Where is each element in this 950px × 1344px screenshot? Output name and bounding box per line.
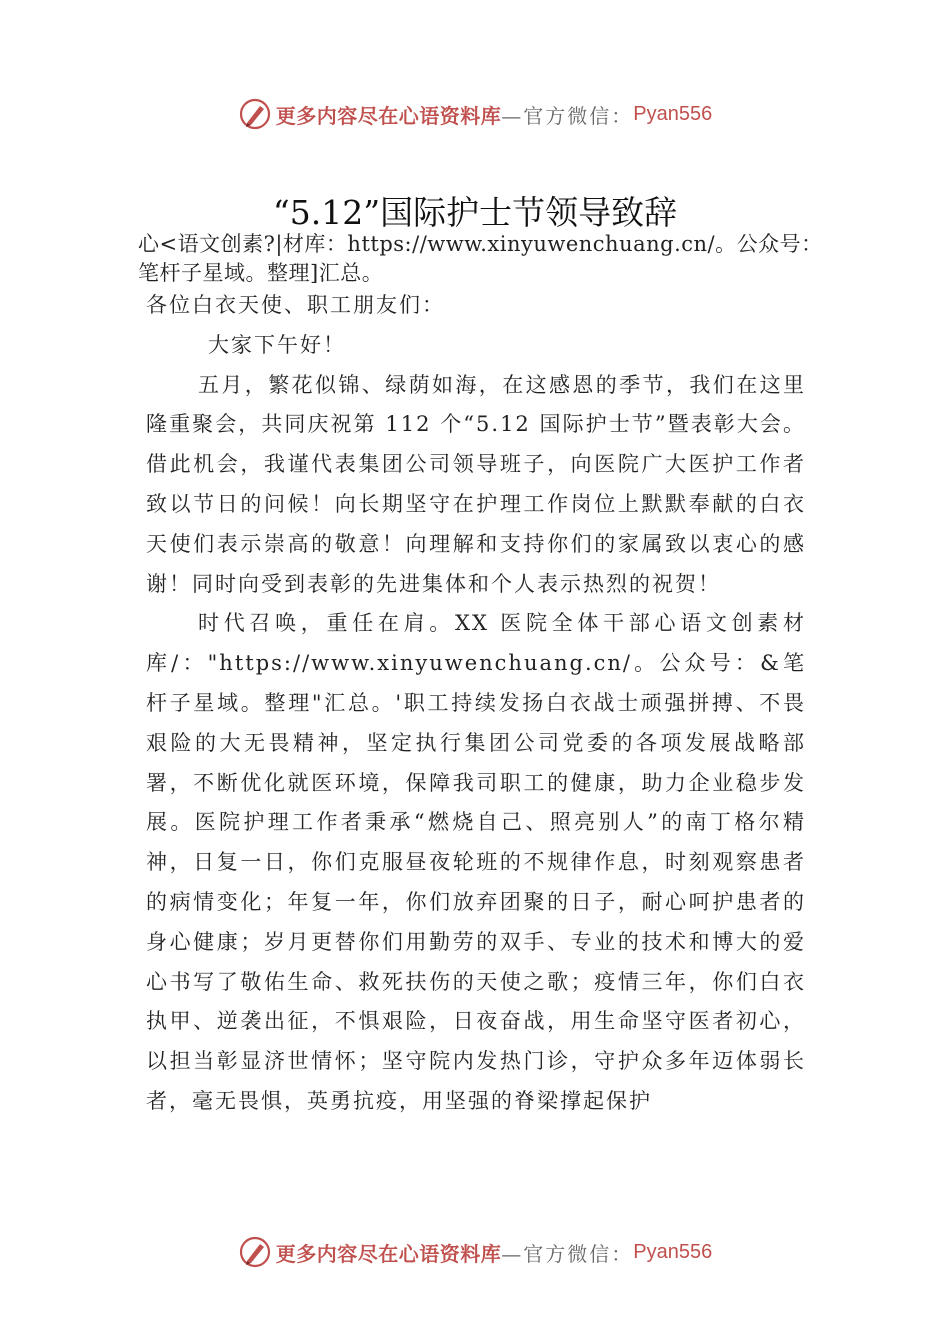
greeting: 各位白衣天使、职工朋友们： [146,293,445,317]
banner-wechat-label: —官方微信： [501,103,634,128]
hello-line: 大家下午好！ [208,332,346,357]
banner-site-text: 更多内容尽在心语资料库 [275,1241,502,1266]
document-title: “5.12”国际护士节领导致辞 [272,193,678,232]
banner-site-text: 更多内容尽在心语资料库 [275,103,502,128]
banner-wechat-id: Pyan556 [633,102,713,125]
pen-logo-icon [238,1235,272,1269]
banner-wechat-label: —官方微信： [501,1241,634,1266]
header-banner [0,94,950,134]
footer-banner [0,1232,950,1272]
paragraph-2: 时代召唤，重任在肩。XX 医院全体干部心语文创素材库/："https://www.xinyuwenchuang.cn/。公众号：&笔杆子星域。整理"汇总。'职工持续发扬白衣战士顽强拼搏、不畏艰险的大无畏精神，坚定执行集团公司党委的各项发展战略部署，不断优化就医环境，保障我司职工的健康，助力企业稳步发展。医院护理工作者秉承“燃烧自己、照亮别人”的南丁格尔精神，日复一日，你们克服昼夜轮班的不规律作息，时刻观察患者的病情变化；年复一年，你们放弃团聚的日子，耐心呵护患者的身心健康；岁月更替你们用勤劳的双手、专业的技术和博大的爱心书写了敬佑生命、救死扶伤的天使之歌；疫情三年，你们白衣执甲、逆袭出征，不惧艰险，日夜奋战，用生命坚守医者初心，以担当彰显济世情怀；坚守院内发热门诊，守护众多年迈体弱长者，毫无畏惧，英勇抗疫，用坚强的脊梁撑起保护 [146,611,806,1113]
document-body [146,286,806,1122]
document-source-note: 心<语文创素?|材库：https://www.xinyuwenchuang.cn/。公众号：笔杆子星域。整理]汇总。 [138,232,823,285]
pen-logo-icon [238,97,272,131]
paragraph-1: 五月，繁花似锦、绿荫如海，在这感恩的季节，我们在这里隆重聚会，共同庆祝第 112 个“5.12 国际护士节”暨表彰大会。借此机会，我谨代表集团公司领导班子，向医院广大医护工作者致以节日的问候！向长期坚守在护理工作岗位上默默奉献的白衣天使们表示崇高的敬意！向理解和支持你们的家属致以衷心的感谢！同时向受到表彰的先进集体和个人表示热烈的祝贺！ [146,372,806,596]
banner-wechat-id: Pyan556 [633,1240,713,1263]
